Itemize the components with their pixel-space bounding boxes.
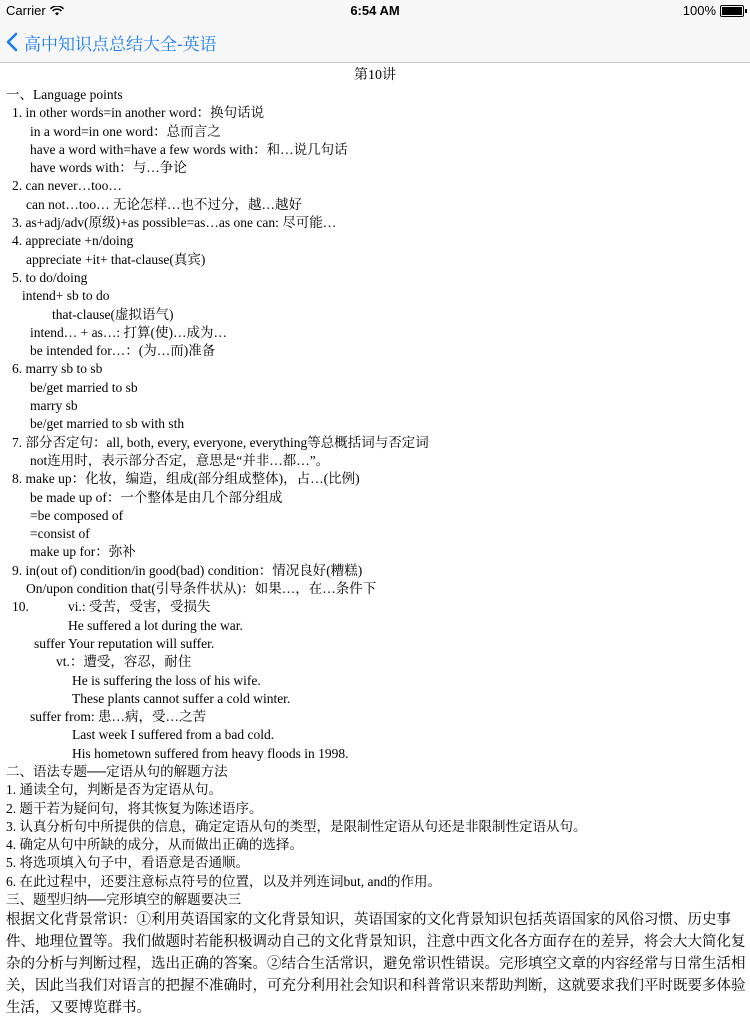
chevron-left-icon xyxy=(6,32,18,52)
content-line: have words with：与…争论 xyxy=(30,160,187,176)
navigation-bar xyxy=(0,22,750,63)
content-line: vi.: 受苦，受害，受损失 xyxy=(68,599,211,615)
content-line: vt.：遭受，容忍，耐住 xyxy=(56,654,192,670)
content-line: intend+ sb to do xyxy=(22,288,110,304)
content-line: have a word with=have a few words with：和…说几句话 xyxy=(30,141,348,157)
content-line: 2. 题干若为疑问句，将其恢复为陈述语序。 xyxy=(6,800,263,816)
content-line: 4. appreciate +n/doing xyxy=(12,233,134,249)
content-line: =be composed of xyxy=(30,507,124,523)
content-line: be/get married to sb with sth xyxy=(30,416,185,432)
content-line: 7. 部分否定句：all, both, every, everyone, everything等总概括词与否定词 xyxy=(12,434,429,450)
content-line: =consist of xyxy=(30,526,90,542)
content-line: that-clause(虚拟语气) xyxy=(52,306,174,322)
content-line: He suffered a lot during the war. xyxy=(68,617,243,633)
content-line: 一、Language points xyxy=(6,87,123,102)
battery-indicator xyxy=(683,3,744,18)
content-line: 3. 认真分析句中所提供的信息，确定定语从句的类型，是限制性定语从句还是非限制性定语从句。 xyxy=(6,818,587,834)
content-line: 5. to do/doing xyxy=(12,269,88,285)
battery-percent: 100% xyxy=(682,3,716,18)
content-line: be/get married to sb xyxy=(30,379,138,395)
back-button[interactable] xyxy=(6,30,217,55)
content-line: His hometown suffered from heavy floods in 1998. xyxy=(72,745,349,761)
content-line: not连用时，表示部分否定，意思是“并非…都…”。 xyxy=(30,452,330,468)
content-line: 8. make up：化妆，编造，组成(部分组成整体)，占…(比例) xyxy=(12,471,360,487)
content-line: 9. in(out of) condition/in good(bad) condition：情况良好(糟糕) xyxy=(12,562,363,578)
content-line: can not…too… 无论怎样…也不过分，越…越好 xyxy=(26,196,302,212)
content-line: appreciate +it+ that-clause(真宾) xyxy=(26,251,206,267)
status-bar xyxy=(0,0,750,22)
clock: 6:54 AM xyxy=(350,3,400,18)
carrier-label: Carrier xyxy=(6,3,46,18)
battery-fill xyxy=(722,7,742,15)
content-line: He is suffering the loss of his wife. xyxy=(72,672,261,688)
content-line: suffer Your reputation will suffer. xyxy=(34,635,215,651)
battery-icon xyxy=(720,5,744,17)
lesson-content xyxy=(0,64,750,1017)
content-line: 6. 在此过程中，还要注意标点符号的位置，以及并列连词but, and的作用。 xyxy=(6,873,441,889)
content-line: intend… + as…: 打算(使)…成为… xyxy=(30,324,227,340)
content-line: 3. as+adj/adv(原级)+as possible=as…as one can: 尽可能… xyxy=(12,215,337,231)
content-line: 二、语法专题──定语从句的解题方法 xyxy=(6,763,228,779)
content-line: 1. in other words=in another word：换句话说 xyxy=(12,105,265,121)
content-line: make up for：弥补 xyxy=(30,544,136,560)
lesson-lines xyxy=(0,86,750,909)
content-line: in a word=in one word：总而言之 xyxy=(30,123,221,139)
content-line: 2. can never…too… xyxy=(12,178,122,194)
content-line: marry sb xyxy=(30,398,78,414)
lesson-title: 第10讲 xyxy=(354,68,396,83)
content-line: These plants cannot suffer a cold winter. xyxy=(72,690,291,706)
content-line: 6. marry sb to sb xyxy=(12,361,103,377)
back-button-label: 高中知识点总结大全-英语 xyxy=(24,34,217,54)
content-line: be made up of：一个整体是由几个部分组成 xyxy=(30,489,283,505)
content-line: On/upon condition that(引导条件状从)：如果…，在…条件下 xyxy=(26,581,377,597)
content-line: 4. 确定从句中所缺的成分，从而做出正确的选择。 xyxy=(6,837,303,853)
content-line: 5. 将选项填入句子中，看语意是否通顺。 xyxy=(6,855,249,871)
content-line: 1. 通读全句，判断是否为定语从句。 xyxy=(6,782,222,798)
paragraph-background-knowledge: 根据文化背景常识：①利用英语国家的文化背景知识，英语国家的文化背景知识包括英语国家的风俗习惯、历史事件、地理位置等。我们做题时若能积极调动自己的文化背景知识，注意中西文化各方面存在的差异，将会大大简化复杂的分析与判断过程，选出正确的答案。②结合生活常识，避免常识性错误。完形填空文章的内容经常与日常生活相关，因此当我们对语言的把握不准确时，可充分利用社会知识和科普常识来帮助判断，这就要求我们平时既要多体验生活，又要博览群书。 xyxy=(6,912,746,1017)
content-line: Last week I suffered from a bad cold. xyxy=(72,727,275,743)
content-line: 10. xyxy=(12,599,29,615)
content-line: be intended for…：(为…而)准备 xyxy=(30,343,216,359)
content-line: 三、题型归纳──完形填空的解题要决三 xyxy=(6,892,242,908)
content-line: suffer from: 患…病，受…之苦 xyxy=(30,709,206,725)
